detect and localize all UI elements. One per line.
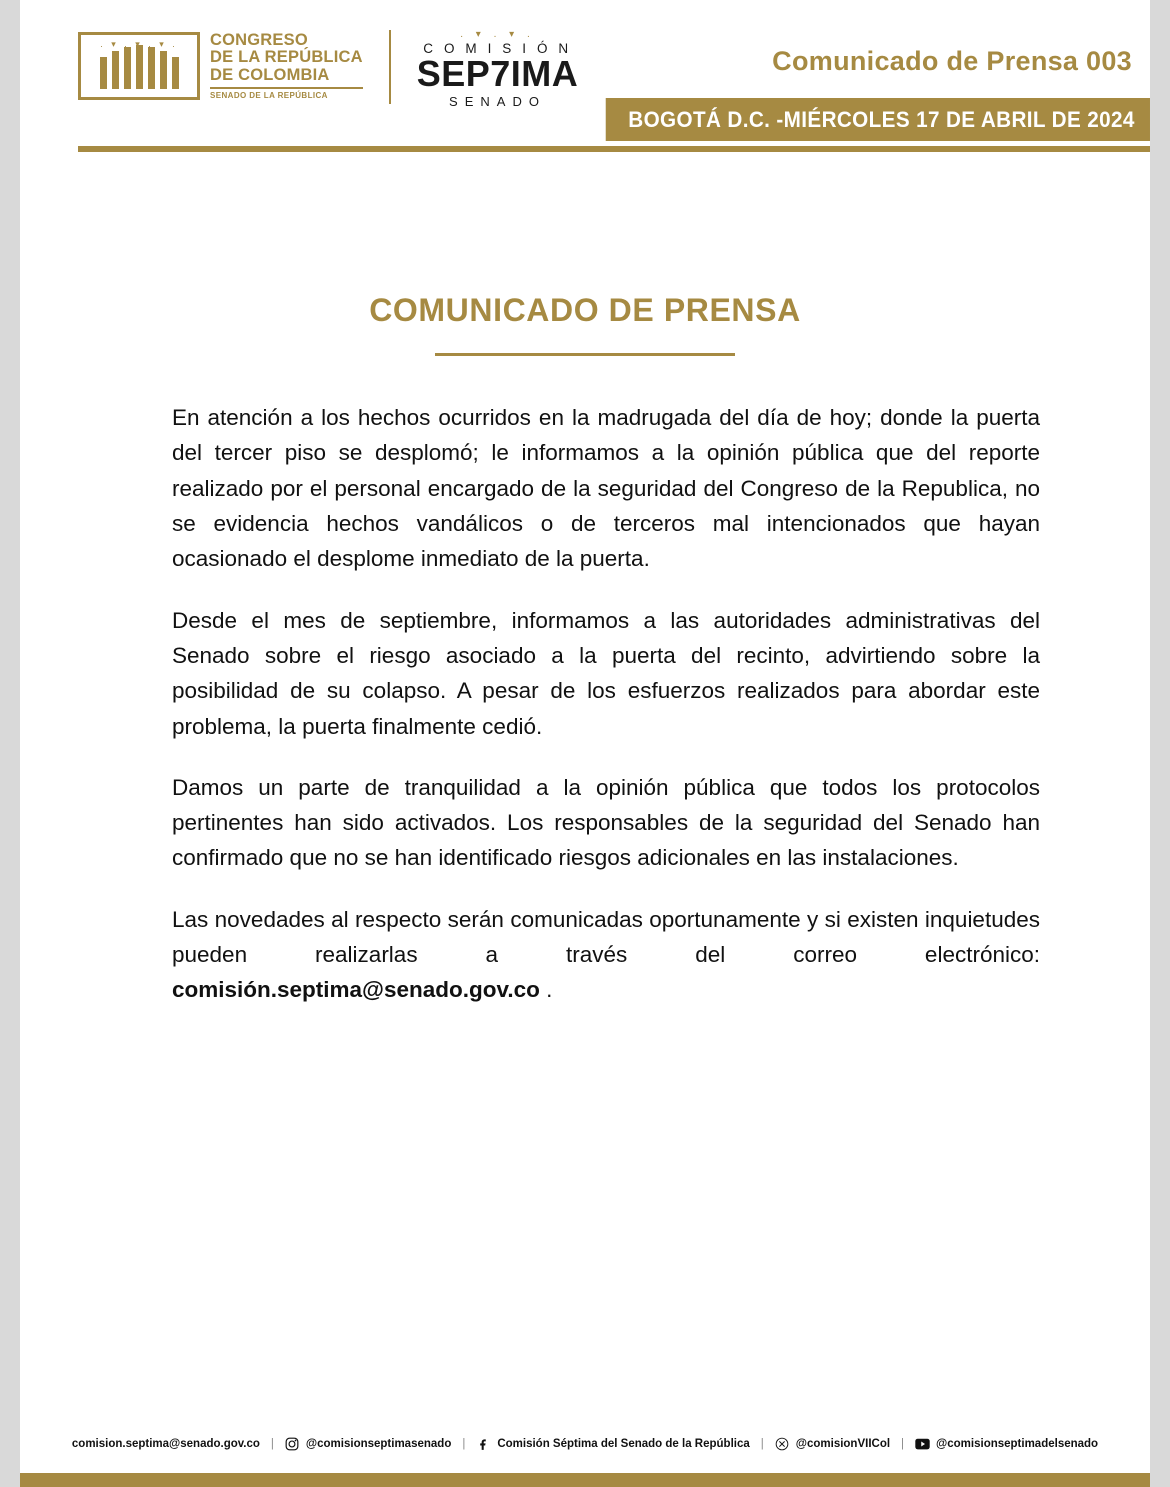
facebook-icon (476, 1436, 491, 1451)
header-divider (389, 30, 391, 104)
comunicado-number-label: Comunicado de Prensa 003 (772, 46, 1132, 76)
comision-line1: C O M I S I Ó N (423, 41, 572, 56)
header-rule (78, 146, 1150, 152)
paragraph-1: En atención a los hechos ocurridos en la madrugada del día de hoy; donde la puerta del tercer piso se desplomó; le informamos a la opinión pública que del reporte realizado por el personal encargado de la seguridad del Congreso de la Republica, no se evidencia hechos vandálicos o de terceros mal intencionados que hayan ocasionado el desplome inmediato de la puerta. (172, 405, 1040, 572)
comision-septima-logo (417, 30, 579, 109)
congreso-line1: CONGRESO (210, 31, 308, 49)
footer-separator-3: | (760, 1437, 764, 1450)
congreso-building-icon: . ▾ . ▾ . ▾ . (78, 32, 200, 100)
press-release-page (20, 0, 1150, 1487)
footer-x[interactable] (775, 1436, 890, 1451)
footer-separator-2: | (462, 1437, 466, 1450)
document-body (172, 400, 1040, 1008)
congreso-logo (78, 32, 363, 100)
footer-youtube[interactable] (915, 1436, 1098, 1451)
footer-instagram[interactable] (285, 1436, 451, 1451)
instagram-icon (285, 1436, 300, 1451)
document-header (20, 0, 1150, 160)
paragraph-4-suffix: . (539, 977, 553, 1003)
paragraph-4-prefix: Las novedades al respecto serán comunicadas oportunamente y si existen inquietudes pueden realizarlas a través del correo electrónico: (172, 906, 1040, 968)
document-footer (20, 1436, 1150, 1451)
paragraph-3: Damos un parte de tranquilidad a la opinión pública que todos los protocolos pertinentes han sido activados. Los responsables de la seguridad del Senado han confirmado que no se han identificado riesgos adicionales en las instalaciones. (172, 774, 1040, 871)
comision-line2: SEP7IMA (416, 53, 579, 94)
x-twitter-icon (775, 1436, 790, 1451)
footer-separator-1: | (270, 1437, 274, 1450)
footer-separator-4: | (901, 1437, 905, 1450)
paragraph-4 (172, 902, 1040, 1008)
congreso-line4: SENADO DE LA REPÚBLICA (210, 87, 363, 100)
paragraph-2: Desde el mes de septiembre, informamos a las autoridades administrativas del Senado sobre el riesgo asociado a la puerta del recinto, advirtiendo sobre la posibilidad de su colapso. A pesar de los esfuerzos realizados para abordar este problema, la puerta finalmente cedió. (172, 607, 1040, 739)
date-band: BOGOTÁ D.C. -MIÉRCOLES 17 DE ABRIL DE 2024 (606, 98, 1150, 141)
footer-email[interactable]: comision.septima@senado.gov.co (71, 1437, 260, 1450)
congreso-line3: DE COLOMBIA (210, 65, 330, 84)
footer-facebook-name: Comisión Séptima del Senado de la República (497, 1437, 750, 1450)
footer-facebook[interactable] (476, 1436, 749, 1451)
contact-email: comisión.septima@senado.gov.co (172, 977, 540, 1003)
page-title: COMUNICADO DE PRENSA (369, 292, 801, 328)
footer-instagram-handle: @comisionseptimasenado (305, 1437, 452, 1450)
footer-youtube-handle: @comisionseptimadelsenado (936, 1437, 1099, 1450)
footer-x-handle: @comisionVIICol (795, 1437, 891, 1450)
congreso-line2: DE LA REPÚBLICA (210, 48, 363, 67)
comision-line3: SENADO (449, 94, 546, 109)
footer-gold-bar (20, 1473, 1150, 1487)
title-underline (435, 353, 735, 356)
youtube-icon (915, 1436, 930, 1451)
comision-ornament-icon: . ▾ . ▾ . (460, 29, 535, 40)
